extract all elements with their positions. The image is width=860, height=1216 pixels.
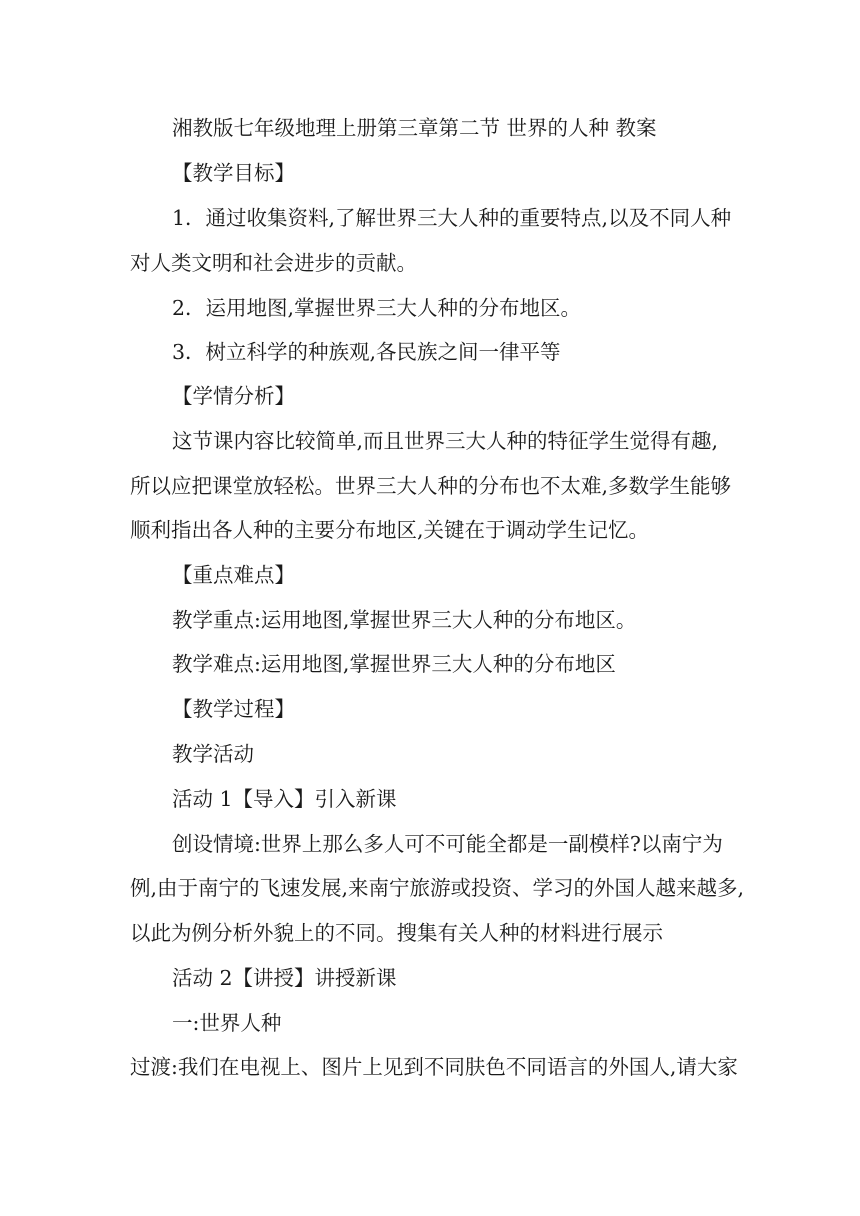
objective-1-line-2: 对人类文明和社会进步的贡献。	[130, 251, 417, 275]
analysis-line-3: 顺利指出各人种的主要分布地区,关键在于调动学生记忆。	[130, 518, 650, 542]
objective-2: 2．运用地图,掌握世界三大人种的分布地区。	[172, 296, 582, 320]
analysis-line-2: 所以应把课堂放轻松。世界三大人种的分布也不太难,多数学生能够	[130, 474, 732, 498]
activity-1-heading: 活动 1【导入】引入新课	[172, 787, 397, 811]
activities-heading: 教学活动	[172, 742, 254, 766]
key-point: 教学重点:运用地图,掌握世界三大人种的分布地区。	[172, 608, 637, 632]
section-heading-process: 【教学过程】	[172, 697, 295, 721]
section-heading-objectives: 【教学目标】	[172, 161, 295, 185]
analysis-line-1: 这节课内容比较简单,而且世界三大人种的特征学生觉得有趣,	[172, 429, 719, 453]
difficult-point: 教学难点:运用地图,掌握世界三大人种的分布地区	[172, 652, 616, 676]
activity-1-line-3: 以此为例分析外貌上的不同。搜集有关人种的材料进行展示	[130, 921, 663, 945]
objective-3: 3．树立科学的种族观,各民族之间一律平等	[172, 340, 561, 364]
objective-1-line-1: 1．通过收集资料,了解世界三大人种的重要特点,以及不同人种	[172, 206, 732, 230]
section-heading-key-points: 【重点难点】	[172, 563, 295, 587]
activity-1-line-1: 创设情境:世界上那么多人可不可能全都是一副模样?以南宁为	[172, 832, 723, 856]
activity-2-heading: 活动 2【讲授】讲授新课	[172, 966, 397, 990]
transition-line-1: 过渡:我们在电视上、图片上见到不同肤色不同语言的外国人,请大家	[130, 1055, 738, 1079]
activity-1-line-2: 例,由于南宁的飞速发展,来南宁旅游或投资、学习的外国人越来越多,	[130, 876, 745, 900]
section-heading-analysis: 【学情分析】	[172, 384, 295, 408]
document-title: 湘教版七年级地理上册第三章第二节 世界的人种 教案	[172, 116, 657, 140]
subsection-1-heading: 一:世界人种	[172, 1011, 282, 1035]
